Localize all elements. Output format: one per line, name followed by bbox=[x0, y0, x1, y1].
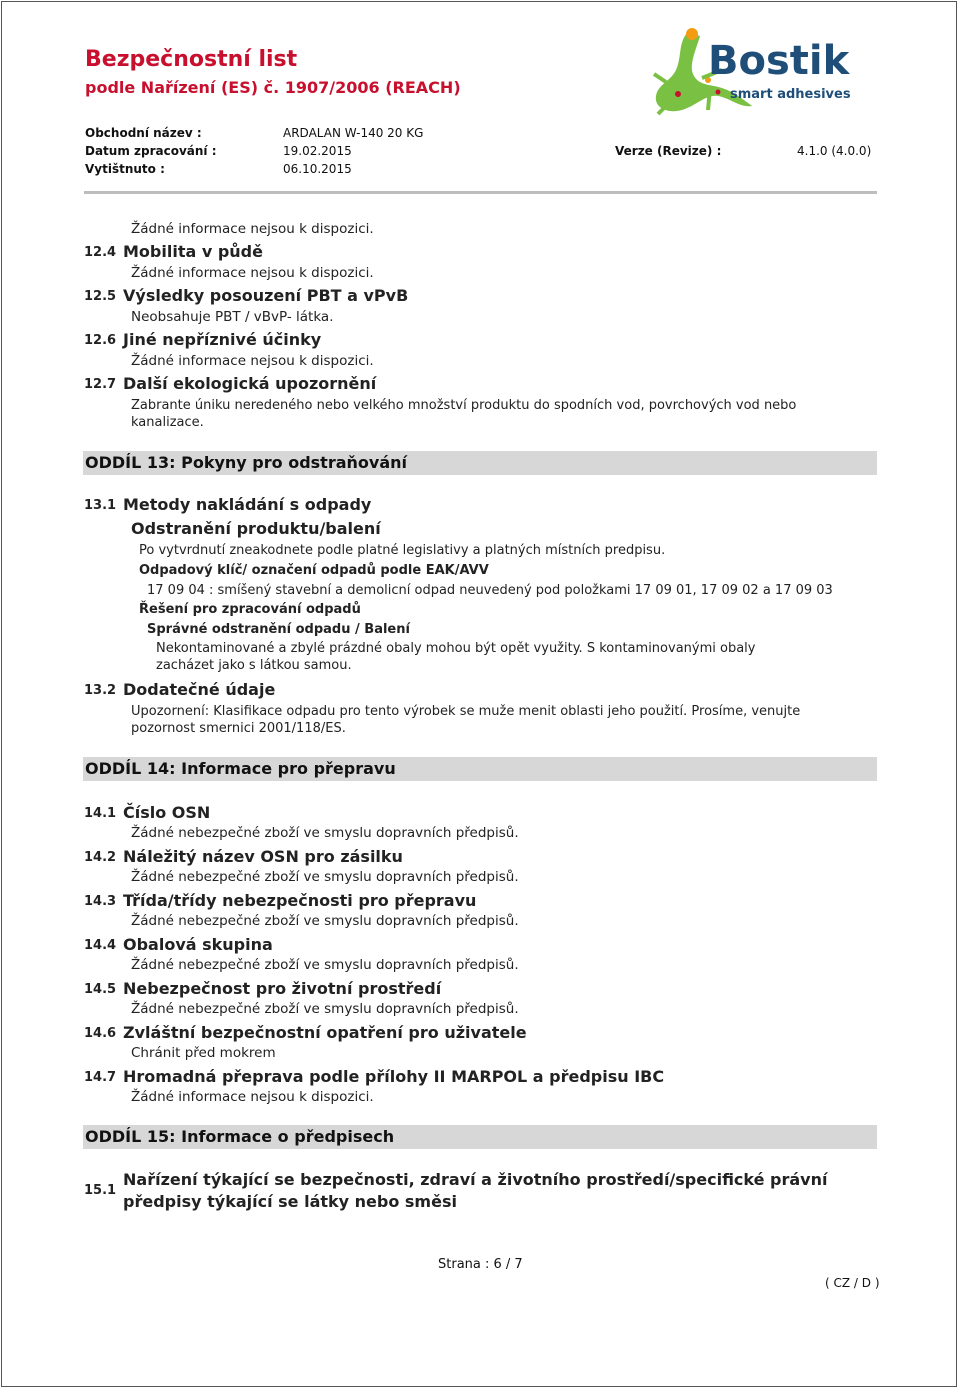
section-number: 12.5 bbox=[84, 289, 117, 304]
subheading: Správné odstranění odpadu / Balení bbox=[147, 622, 410, 637]
version-value: 4.1.0 (4.0.0) bbox=[797, 144, 872, 158]
bostik-logo bbox=[648, 22, 873, 122]
section-text: Žádné informace nejsou k dispozici. bbox=[131, 353, 374, 369]
section-text: 17 09 04 : smíšený stavební a demolicní odpad neuvedený pod položkami 17 09 01, 17 09 02 a 17 09 03 bbox=[147, 583, 833, 598]
section-band-14: ODDÍL 14: Informace pro přepravu bbox=[83, 757, 877, 781]
section-heading: Zvláštní bezpečnostní opatření pro uživatele bbox=[123, 1023, 527, 1042]
page-number: Strana : 6 / 7 bbox=[438, 1257, 523, 1272]
printed-value: 06.10.2015 bbox=[283, 162, 352, 176]
section-heading: Nebezpečnost pro životní prostředí bbox=[123, 979, 442, 998]
section-number: 13.2 bbox=[84, 683, 117, 698]
section-heading: Obalová skupina bbox=[123, 935, 273, 954]
section-band-13: ODDÍL 13: Pokyny pro odstraňování bbox=[83, 451, 877, 475]
trade-name-label: Obchodní název : bbox=[85, 126, 202, 140]
section-heading: Výsledky posouzení PBT a vPvB bbox=[123, 286, 409, 305]
section-text: Zabrante úniku neredeného nebo velkého množství produktu do spodních vod, povrchových vod nebo bbox=[131, 398, 797, 413]
subheading: Řešení pro zpracování odpadů bbox=[139, 602, 361, 617]
section-text: Po vytvrdnutí zneakodnete podle platné legislativy a platných místních predpisu. bbox=[139, 543, 666, 558]
section-number: 14.6 bbox=[84, 1026, 117, 1041]
date-value: 19.02.2015 bbox=[283, 144, 352, 158]
section-heading: Třída/třídy nebezpečnosti pro přepravu bbox=[123, 891, 477, 910]
section-number: 14.2 bbox=[84, 850, 117, 865]
section-number: 14.4 bbox=[84, 938, 117, 953]
section-number: 14.5 bbox=[84, 982, 117, 997]
svg-text:Bostik: Bostik bbox=[708, 38, 850, 84]
date-label: Datum zpracování : bbox=[85, 144, 217, 158]
section-text: Nekontaminované a zbylé prázdné obaly mohou být opět využity. S kontaminovanými obaly bbox=[156, 641, 756, 656]
subheading: Odstranění produktu/balení bbox=[131, 519, 381, 538]
section-number: 12.4 bbox=[84, 245, 117, 260]
svg-text:smart adhesives: smart adhesives bbox=[730, 87, 851, 102]
section-heading: Hromadná přeprava podle přílohy II MARPOL a předpisu IBC bbox=[123, 1067, 665, 1086]
section-text: zacházet jako s látkou samou. bbox=[156, 658, 352, 673]
printed-label: Vytištnuto : bbox=[85, 162, 165, 176]
section-text: pozornost smernici 2001/118/ES. bbox=[131, 721, 346, 736]
section-text: Žádné nebezpečné zboží ve smyslu dopravních předpisů. bbox=[131, 957, 519, 973]
subheading: Odpadový klíč/ označení odpadů podle EAK/AVV bbox=[139, 563, 489, 578]
section-text: Žádné informace nejsou k dispozici. bbox=[131, 265, 374, 281]
section-heading: Dodatečné údaje bbox=[123, 680, 276, 699]
section-number: 14.1 bbox=[84, 806, 117, 821]
document-title: Bezpečnostní list bbox=[85, 47, 298, 72]
section-number: 14.7 bbox=[84, 1070, 117, 1085]
section-text: Žádné nebezpečné zboží ve smyslu dopravních předpisů. bbox=[131, 913, 519, 929]
section-number: 13.1 bbox=[84, 498, 117, 513]
section-band-15: ODDÍL 15: Informace o předpisech bbox=[83, 1125, 877, 1149]
section-text: kanalizace. bbox=[131, 415, 204, 430]
section-number: 14.3 bbox=[84, 894, 117, 909]
version-label: Verze (Revize) : bbox=[615, 144, 722, 158]
section-text: Žádné informace nejsou k dispozici. bbox=[131, 1089, 374, 1105]
section-heading: Metody nakládání s odpady bbox=[123, 495, 372, 514]
trade-name-value: ARDALAN W-140 20 KG bbox=[283, 126, 424, 140]
section-text: Žádné nebezpečné zboží ve smyslu dopravních předpisů. bbox=[131, 869, 519, 885]
section-text: Žádné nebezpečné zboží ve smyslu dopravních předpisů. bbox=[131, 1001, 519, 1017]
section-number: 12.6 bbox=[84, 333, 117, 348]
section-heading: Mobilita v půdě bbox=[123, 242, 263, 261]
section-heading: předpisy týkající se látky nebo směsi bbox=[123, 1192, 457, 1211]
section-text: Žádné nebezpečné zboží ve smyslu dopravních předpisů. bbox=[131, 825, 519, 841]
section-number: 15.1 bbox=[84, 1183, 117, 1198]
section-heading: Náležitý název OSN pro zásilku bbox=[123, 847, 403, 866]
section-number: 12.7 bbox=[84, 377, 117, 392]
section-heading: Nařízení týkající se bezpečnosti, zdraví a životního prostředí/specifické právní bbox=[123, 1170, 828, 1189]
header-divider bbox=[84, 191, 877, 194]
section-text: Chránit před mokrem bbox=[131, 1045, 276, 1061]
section-heading: Další ekologická upozornění bbox=[123, 374, 377, 393]
language-code: ( CZ / D ) bbox=[825, 1276, 880, 1290]
document-subtitle: podle Nařízení (ES) č. 1907/2006 (REACH) bbox=[85, 78, 461, 97]
section-text: Žádné informace nejsou k dispozici. bbox=[131, 221, 374, 237]
section-heading: Číslo OSN bbox=[123, 803, 211, 822]
section-text: Upozornení: Klasifikace odpadu pro tento výrobek se muže menit oblasti jeho použití. Prosíme, venujte bbox=[131, 704, 801, 719]
section-text: Neobsahuje PBT / vBvP- látka. bbox=[131, 309, 334, 325]
section-heading: Jiné nepříznivé účinky bbox=[123, 330, 322, 349]
